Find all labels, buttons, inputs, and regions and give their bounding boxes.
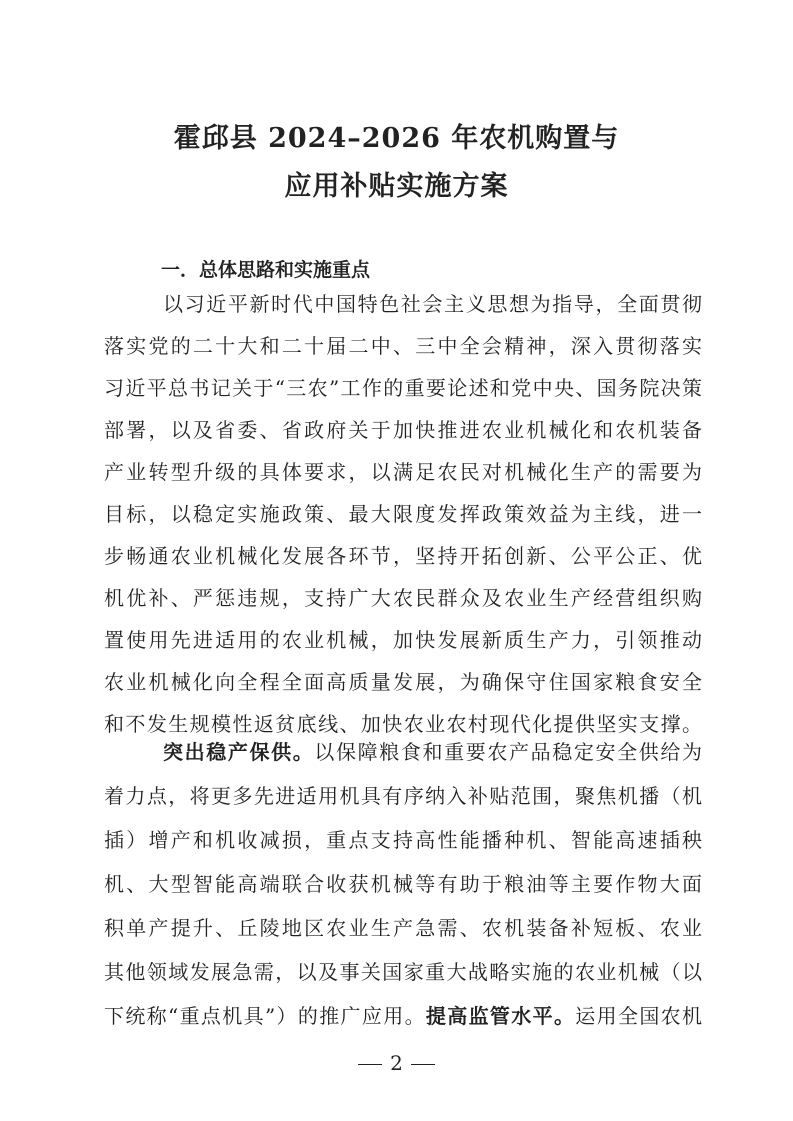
paragraph-1-line: 置使用先进适用的农业机械，加快发展新质生产力，引领推动 <box>104 628 702 652</box>
page-footer <box>0 1050 793 1076</box>
paragraph-2-line: 机、大型智能高端联合收获机械等有助于粮油等主要作物大面 <box>104 872 702 896</box>
page-number: 2 <box>390 1051 403 1075</box>
paragraph-1-line: 落实党的二十大和二十届二中、三中全会精神，深入贯彻落实 <box>104 334 702 358</box>
paragraph-1-line: 以习近平新时代中国特色社会主义思想为指导，全面贯彻 <box>163 292 702 316</box>
emphasis-stable-supply: 突出稳产保供。 <box>163 740 315 764</box>
paragraph-1-line: 和不发生规模性返贫底线、加快农业农村现代化提供坚实支撑。 <box>104 712 702 736</box>
paragraph-2-line: 着力点，将更多先进适用机具有序纳入补贴范围，聚焦机播（机 <box>104 784 702 808</box>
document-title-line-2: 应用补贴实施方案 <box>284 171 509 202</box>
paragraph-1-line: 机优补、严惩违规，支持广大农民群众及农业生产经营组织购 <box>104 586 702 610</box>
footer-dash-right <box>411 1064 435 1065</box>
paragraph-2-text: 以保障粮食和重要农产品稳定安全供给为 <box>314 740 702 764</box>
paragraph-1-line: 部署，以及省委、省政府关于加快推进农业机械化和农机装备 <box>104 418 702 442</box>
emphasis-supervision: 提高监管水平。 <box>425 1004 576 1028</box>
footer-dash-left <box>358 1064 382 1065</box>
paragraph-1-line: 目标，以稳定实施政策、最大限度发挥政策效益为主线，进一 <box>104 502 702 526</box>
section-heading: 一．总体思路和实施重点 <box>161 259 371 281</box>
paragraph-2-text: 下统称“重点机具”）的推广应用。 <box>104 1004 426 1028</box>
paragraph-2-line: 积单产提升、丘陵地区农业生产急需、农机装备补短板、农业 <box>104 916 702 940</box>
paragraph-1-line: 步畅通农业机械化发展各环节，坚持开拓创新、公平公正、优 <box>104 544 702 568</box>
paragraph-1-line: 产业转型升级的具体要求，以满足农民对机械化生产的需要为 <box>104 460 702 484</box>
paragraph-2-line <box>104 1002 702 1030</box>
paragraph-1-line: 农业机械化向全程全面高质量发展，为确保守住国家粮食安全 <box>104 670 702 694</box>
paragraph-1-line: 习近平总书记关于“三农”工作的重要论述和党中央、国务院决策 <box>104 376 702 400</box>
document-title-line-1: 霍邱县 2024–2026 年农机购置与 <box>173 123 620 154</box>
paragraph-2-line: 插）增产和机收减损，重点支持高性能播种机、智能高速插秧 <box>104 828 702 852</box>
paragraph-2-line <box>163 738 702 766</box>
paragraph-2-text: 运用全国农机 <box>575 1004 703 1028</box>
paragraph-2-line: 其他领域发展急需，以及事关国家重大战略实施的农业机械（以 <box>104 960 702 984</box>
